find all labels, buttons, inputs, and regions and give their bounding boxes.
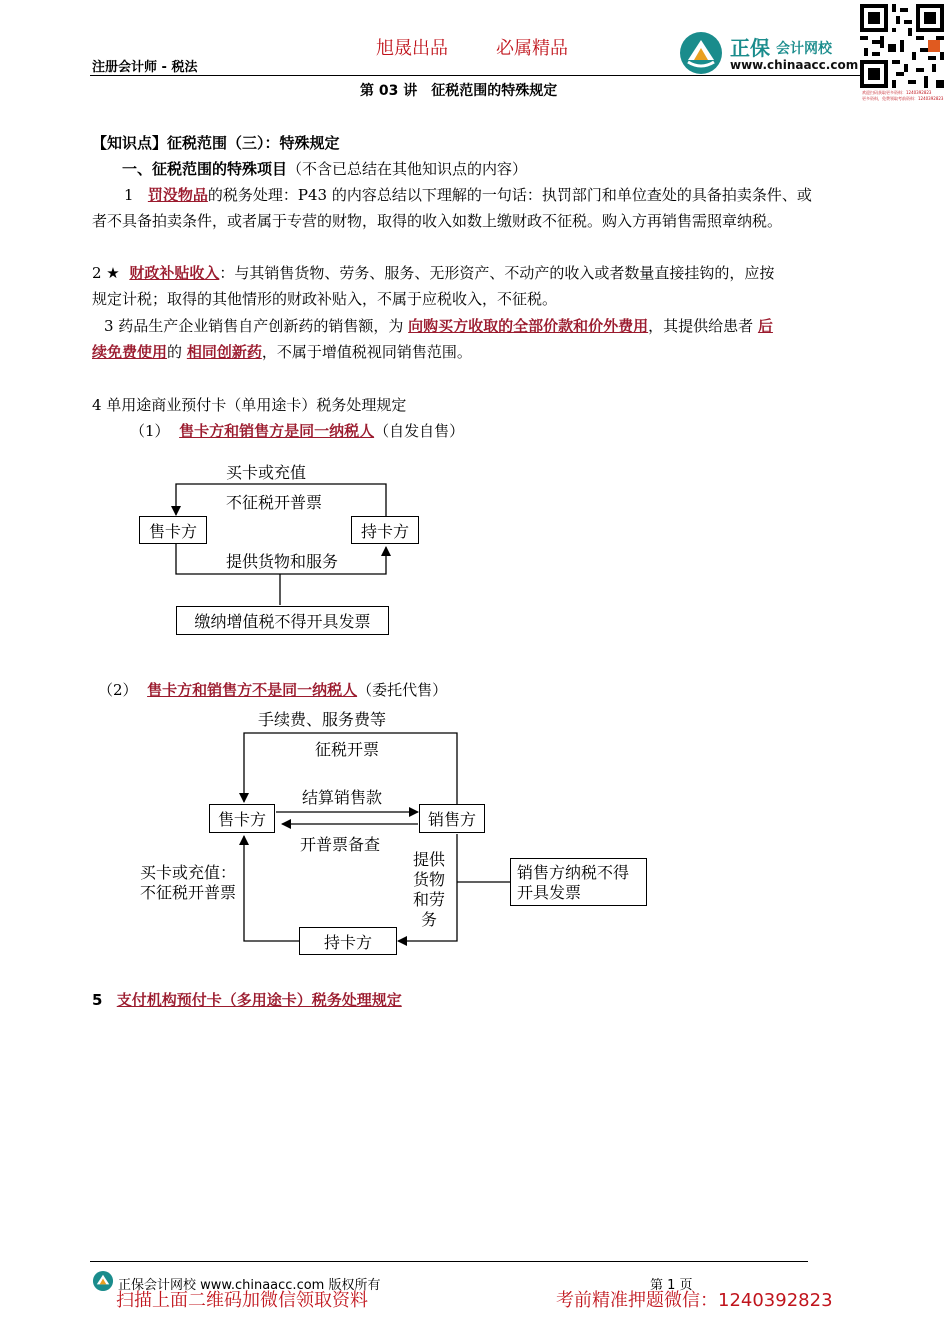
diagram2-label-buy2: 不征税开普票 (140, 883, 237, 902)
item2-text-b: 规定计税；取得的其他情形的财政补贴入，不属于应税收入，不征税。 (92, 290, 558, 308)
item3-key1: 向购买方收取的全部价款和价外费用 (408, 317, 649, 335)
case1-key: 售卡方和销售方是同一纳税人 (179, 422, 375, 440)
item5-num: 5 (92, 991, 103, 1009)
footer-promo-right: 考前精准押题微信：1240392823 (556, 1290, 833, 1311)
diagram1-label-top: 买卡或充值 (226, 463, 307, 482)
diagram2-holder-box: 持卡方 (299, 927, 397, 955)
course-name: 注册会计师 - 税法 (92, 60, 198, 75)
item1-text-a: 的税务处理：P43 的内容总结以下理解的一句话：执罚部门和单位查处的具备拍卖条件、或 (207, 186, 812, 204)
item3-suffix: ，不属于增值税视同销售范围。 (261, 343, 472, 361)
footer-divider (90, 1261, 808, 1262)
item4-title: 4 单用途商业预付卡（单用途卡）税务处理规定 (92, 396, 407, 414)
diagram2-label-buy: 买卡或充值： (140, 863, 237, 882)
logo-subname: 会计网校 (776, 41, 832, 57)
diagram1-label-top2: 不征税开普票 (226, 493, 323, 512)
item2-text-a: ：与其销售货物、劳务、服务、无形资产、不动产的收入或者数量直接挂钩的，应按 (219, 264, 775, 282)
logo-url: www.chinaacc.com (730, 58, 859, 72)
diagram1-label-bottom: 提供货物和服务 (226, 552, 339, 571)
section1-note: （不含已总结在其他知识点的内容） (287, 160, 528, 178)
item3-key3: 相同创新药 (186, 343, 262, 361)
diagram1-seller-box: 售卡方 (139, 516, 207, 544)
footer-page-number: 第 1 页 (650, 1278, 693, 1293)
item3-key2a: 后 (757, 317, 773, 335)
footer-copyright: 正保会计网校 www.chinaacc.com 版权所有 (118, 1278, 381, 1293)
item1-num: 1 (124, 186, 134, 204)
diagram2-label-invoice: 开普票备查 (300, 835, 381, 854)
case2-num: （2） (98, 681, 138, 699)
diagram2-arrow-buy (244, 836, 300, 941)
item3-mid2: 的 (167, 343, 183, 361)
lecture-title: 第 03 讲 征税范围的特殊规定 (360, 83, 558, 99)
diagram2-supply-line: 务 (421, 910, 438, 929)
header-slogan-right: 必属精品 (496, 38, 568, 59)
header-slogan-left: 旭晟出品 (376, 38, 448, 59)
item5-heading (92, 987, 402, 1013)
diagram2-seller-box: 售卡方 (209, 804, 275, 833)
diagram2-label-supply (413, 850, 445, 930)
item3-mid: ，其提供给患者 (648, 317, 754, 335)
item3-key2b: 续免费使用 (92, 343, 168, 361)
diagram2-label-tax-invoice: 征税开票 (315, 740, 380, 759)
case2-key: 售卡方和销售方不是同一纳税人 (147, 681, 358, 699)
qr-caption-1: 欢迎扫码获取更多资料：1240392823 (862, 90, 932, 95)
section1-title: 一、征税范围的特殊项目 (122, 160, 288, 178)
case1-num: （1） (130, 422, 170, 440)
diagram1-result-box: 缴纳增值税不得开具发票 (176, 606, 389, 635)
item2-num: 2 ★ (92, 264, 120, 282)
item1-text-b: 者不具备拍卖条件，或者属于专营的财物，取得的收入如数上缴财政不征税。购入方再销售需照章纳税。 (92, 212, 783, 230)
diagram2-label-fee: 手续费、服务费等 (258, 710, 387, 729)
item3-prefix: 3 药品生产企业销售自产创新药的销售额，为 (104, 317, 404, 335)
case2-note: （委托代售） (357, 681, 448, 699)
item1-key: 罚没物品 (147, 186, 208, 204)
diagram2-merchant-box: 销售方 (419, 804, 485, 833)
qr-caption-2: 更多资料，免费领取考前资料：1240392823 (862, 96, 944, 101)
diagram2-note-box: 销售方纳税不得开具发票 (510, 858, 647, 906)
item2-key: 财政补贴收入 (129, 264, 220, 282)
footer-promo-left: 扫描上面二维码加微信领取资料 (116, 1290, 368, 1311)
diagram1-holder-box: 持卡方 (351, 516, 419, 544)
diagram2-supply-line: 和劳 (413, 890, 446, 909)
diagram2-supply-line: 货物 (413, 870, 446, 889)
diagram2-supply-line: 提供 (413, 850, 446, 869)
case1-note: （自发自售） (374, 422, 465, 440)
footer-logo-icon (92, 1270, 114, 1292)
logo-name: 正保 (730, 36, 770, 60)
knowledge-point-title: 【知识点】征税范围（三）：特殊规定 (92, 134, 340, 152)
diagram2-label-settle: 结算销售款 (302, 788, 383, 807)
item5-key: 支付机构预付卡（多用途卡）税务处理规定 (116, 991, 402, 1009)
